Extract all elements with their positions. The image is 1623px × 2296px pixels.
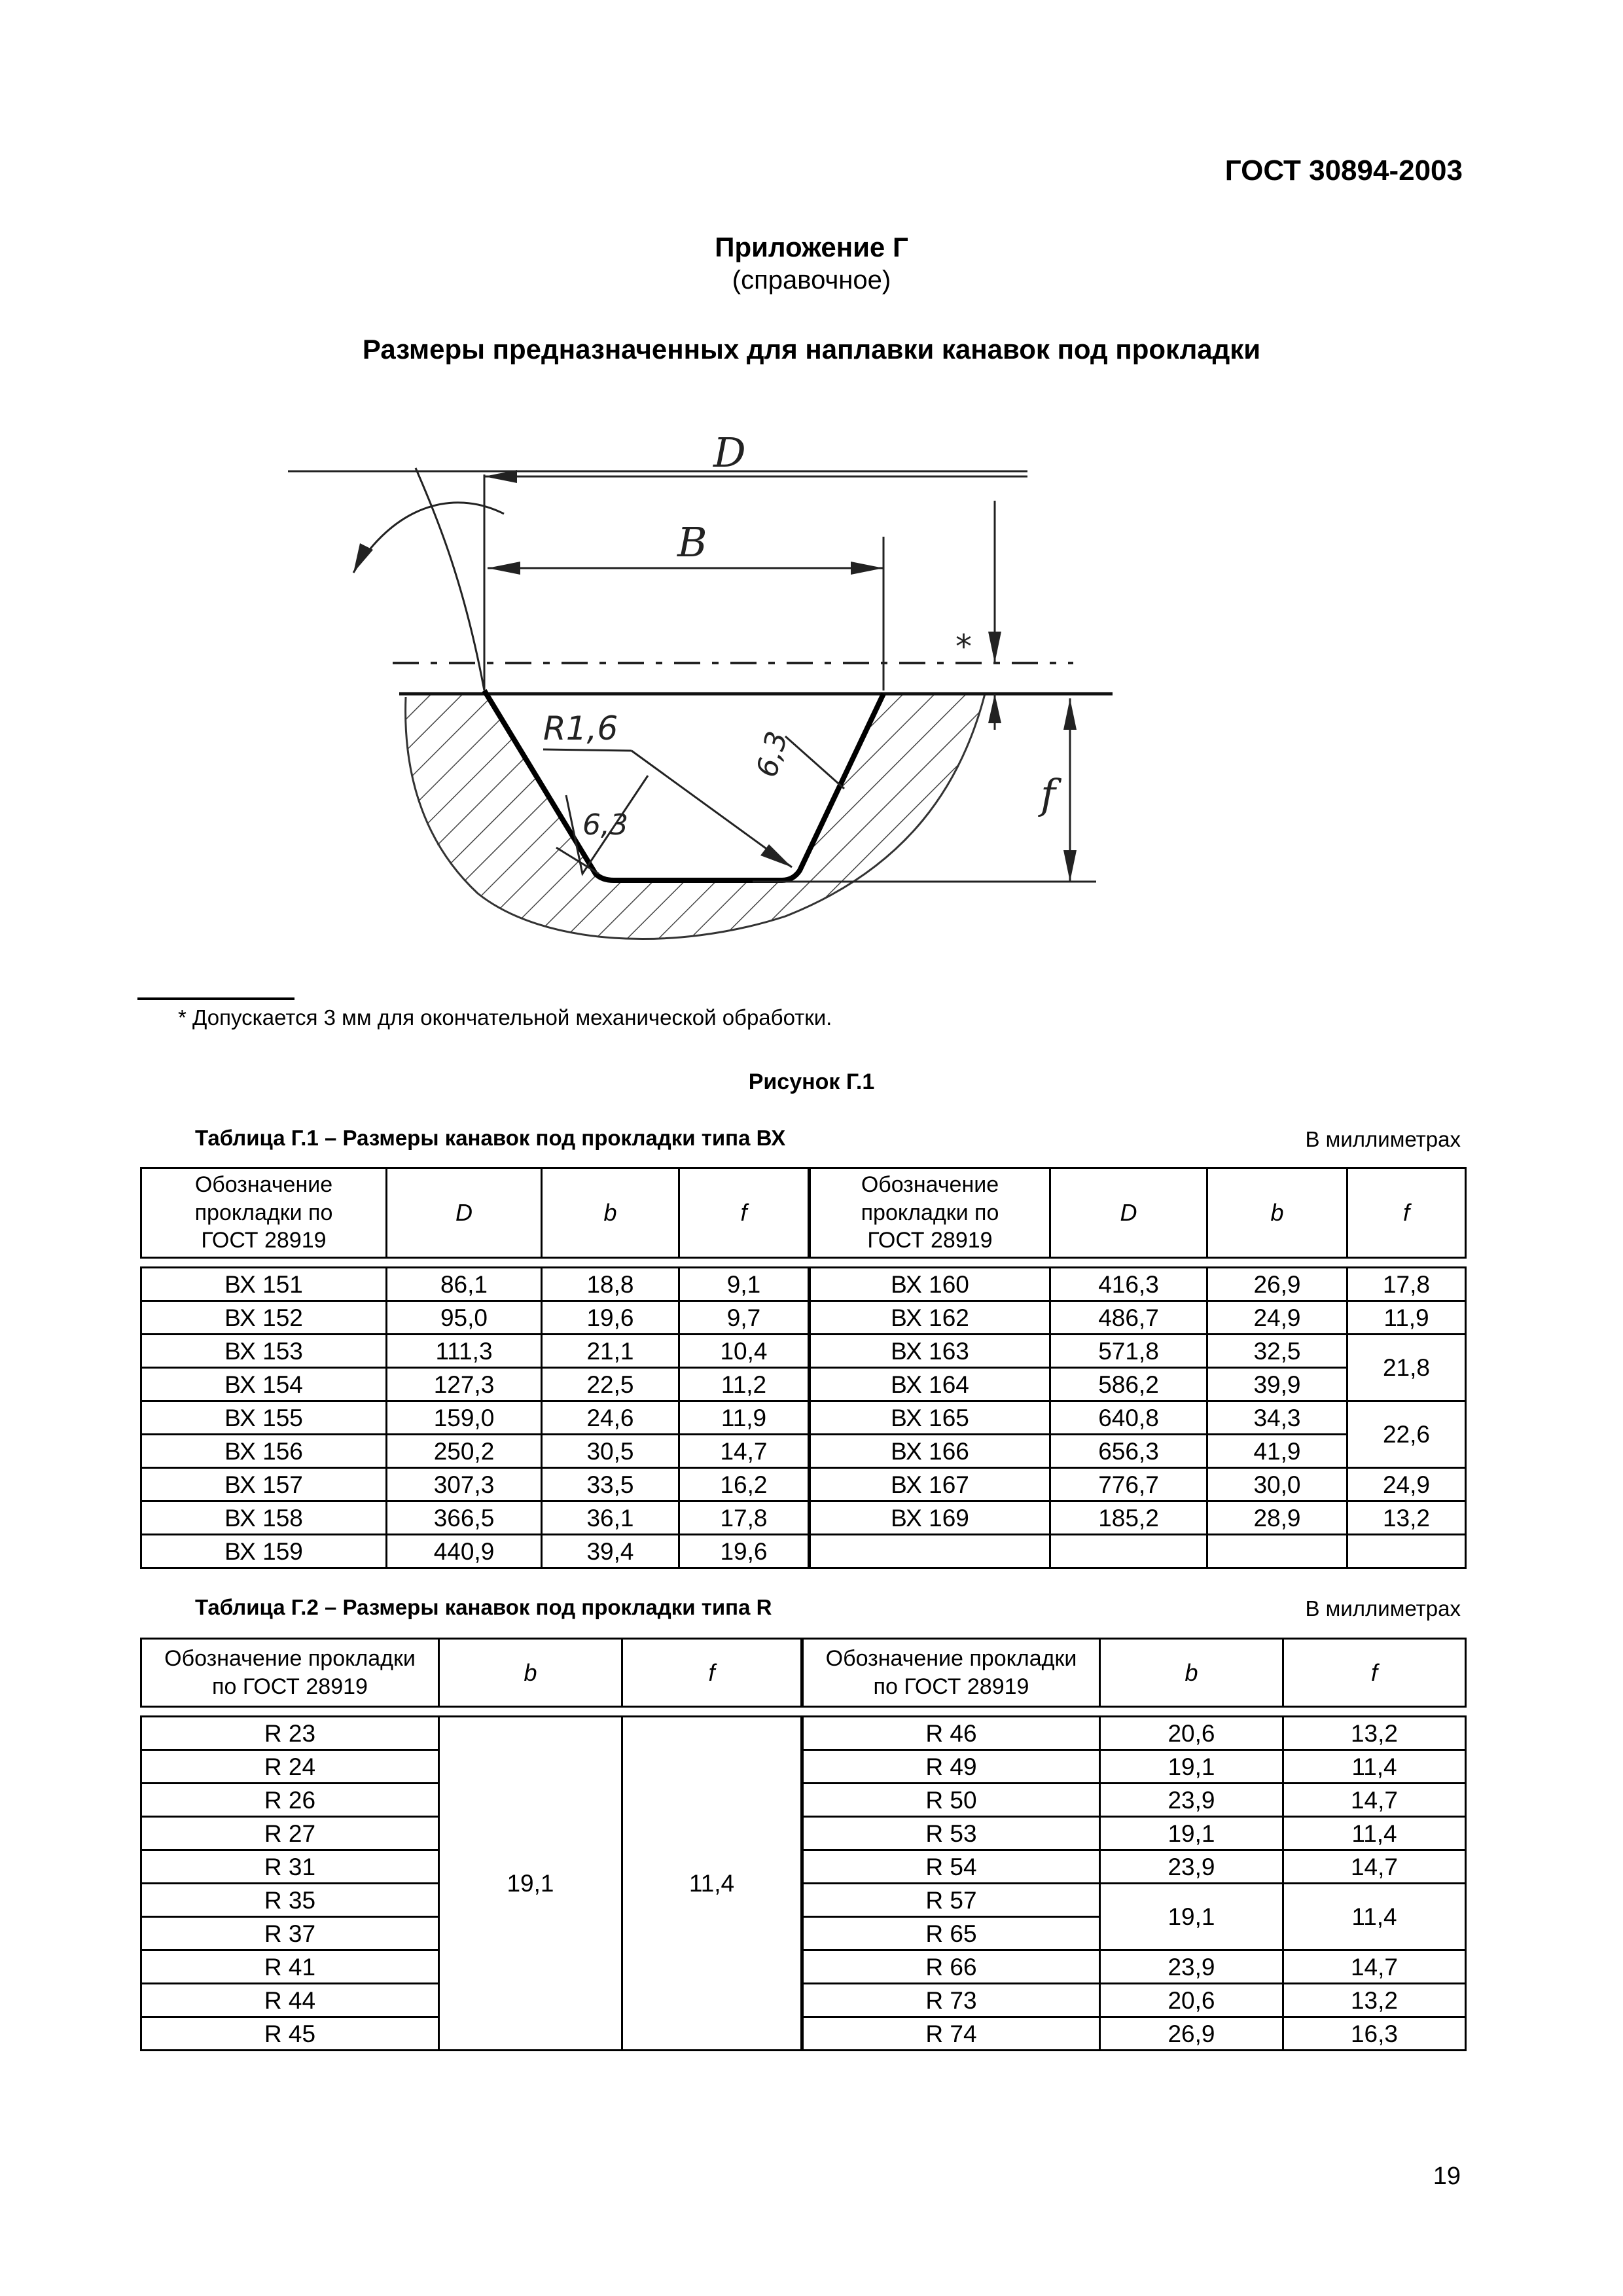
table-cell: 26,9 — [1207, 1268, 1347, 1301]
table-row — [141, 1301, 1466, 1335]
table-cell: R 44 — [141, 1984, 439, 2017]
table-cell: 14,7 — [1283, 1784, 1466, 1817]
header-f: f — [679, 1168, 810, 1258]
table-cell: R 31 — [141, 1850, 439, 1884]
figure-caption: Рисунок Г.1 — [748, 1069, 875, 1094]
table-row — [141, 1435, 1466, 1468]
header-designation: Обозначение прокладки по ГОСТ 28919 — [141, 1639, 439, 1707]
table-cell: 366,5 — [387, 1501, 542, 1535]
footnote-divider — [137, 997, 294, 1000]
table-cell: 13,2 — [1283, 1984, 1466, 2017]
table-cell: 34,3 — [1207, 1401, 1347, 1435]
table-cell — [141, 1258, 1466, 1268]
table-cell: R 35 — [141, 1884, 439, 1917]
header-D: D — [387, 1168, 542, 1258]
table-cell: 13,2 — [1347, 1501, 1466, 1535]
table-cell: 24,9 — [1347, 1468, 1466, 1501]
table1 — [140, 1167, 1467, 1569]
table-cell — [1347, 1535, 1466, 1568]
header-b: b — [1207, 1168, 1347, 1258]
table-cell: 19,6 — [679, 1535, 810, 1568]
table-cell: ВХ 156 — [141, 1435, 387, 1468]
table-cell: ВХ 160 — [810, 1268, 1050, 1301]
table-cell: 30,5 — [542, 1435, 679, 1468]
table-cell: R 27 — [141, 1817, 439, 1850]
table-cell: ВХ 152 — [141, 1301, 387, 1335]
hatched-section — [366, 694, 1021, 972]
table-cell: ВХ 158 — [141, 1501, 387, 1535]
table-row — [141, 1984, 1466, 2017]
label-b: B — [677, 518, 707, 566]
table-cell: 13,2 — [1283, 1717, 1466, 1750]
table-cell: 30,0 — [1207, 1468, 1347, 1501]
table-cell: 95,0 — [387, 1301, 542, 1335]
table-cell: ВХ 162 — [810, 1301, 1050, 1335]
header-f: f — [1347, 1168, 1466, 1258]
table-cell: 36,1 — [542, 1501, 679, 1535]
table-cell: 17,8 — [1347, 1268, 1466, 1301]
label-star: * — [955, 628, 972, 666]
table-row — [141, 1950, 1466, 1984]
footnote: * Допускается 3 мм для окончательной механической обработки. — [178, 1005, 832, 1030]
header-designation: Обозначение прокладки по ГОСТ 28919 — [141, 1168, 387, 1258]
header-D: D — [1050, 1168, 1207, 1258]
table-cell: R 45 — [141, 2017, 439, 2051]
table-cell: ВХ 159 — [141, 1535, 387, 1568]
table-cell: R 66 — [802, 1950, 1100, 1984]
table1-units: В миллиметрах — [1305, 1127, 1461, 1151]
table-cell: 21,8 — [1347, 1335, 1466, 1401]
table-cell: 656,3 — [1050, 1435, 1207, 1468]
table-cell: 14,7 — [1283, 1950, 1466, 1984]
page-number: 19 — [1433, 2162, 1461, 2190]
header-f: f — [1283, 1639, 1466, 1707]
table-row — [141, 1717, 1466, 1750]
table-cell: 486,7 — [1050, 1301, 1207, 1335]
table-cell: 185,2 — [1050, 1501, 1207, 1535]
table-cell: 39,4 — [542, 1535, 679, 1568]
table-cell: 571,8 — [1050, 1335, 1207, 1368]
header-f: f — [622, 1639, 802, 1707]
table-cell: 20,6 — [1100, 1717, 1283, 1750]
table-cell: ВХ 166 — [810, 1435, 1050, 1468]
table-cell: 41,9 — [1207, 1435, 1347, 1468]
table-cell: 14,7 — [679, 1435, 810, 1468]
table-row — [141, 1784, 1466, 1817]
table-cell: 9,1 — [679, 1268, 810, 1301]
groove-drawing — [268, 416, 1119, 972]
table-cell: ВХ 155 — [141, 1401, 387, 1435]
label-roughness-bottom: 6,3 — [582, 808, 628, 842]
label-roughness-wall: 6,3 — [750, 728, 794, 781]
table-cell: 11,4 — [1283, 1884, 1466, 1950]
table-cell: 22,6 — [1347, 1401, 1466, 1468]
table-cell: 23,9 — [1100, 1850, 1283, 1884]
table-cell: 23,9 — [1100, 1784, 1283, 1817]
table-row — [141, 1850, 1466, 1884]
table-cell: 11,4 — [1283, 1750, 1466, 1784]
table-cell: R 23 — [141, 1717, 439, 1750]
table-cell — [1050, 1535, 1207, 1568]
table-row — [141, 1884, 1466, 1917]
table-row — [141, 1468, 1466, 1501]
table-cell: 23,9 — [1100, 1950, 1283, 1984]
table-row — [141, 1501, 1466, 1535]
table-cell: R 24 — [141, 1750, 439, 1784]
table-row — [141, 1535, 1466, 1568]
table-cell: 24,9 — [1207, 1301, 1347, 1335]
table-cell: R 49 — [802, 1750, 1100, 1784]
table-cell: 11,9 — [679, 1401, 810, 1435]
label-D: D — [713, 429, 746, 476]
table-row — [141, 1401, 1466, 1435]
table-cell: 416,3 — [1050, 1268, 1207, 1301]
table-cell: 22,5 — [542, 1368, 679, 1401]
table-row — [141, 2017, 1466, 2051]
table-cell: 21,1 — [542, 1335, 679, 1368]
table-cell: R 26 — [141, 1784, 439, 1817]
table-cell: 16,2 — [679, 1468, 810, 1501]
table-cell: 19,6 — [542, 1301, 679, 1335]
table-cell: 250,2 — [387, 1435, 542, 1468]
table-cell: 586,2 — [1050, 1368, 1207, 1401]
table-cell: 86,1 — [387, 1268, 542, 1301]
table-cell: 10,4 — [679, 1335, 810, 1368]
table-cell: R 54 — [802, 1850, 1100, 1884]
table-cell: 18,8 — [542, 1268, 679, 1301]
table-cell: R 50 — [802, 1784, 1100, 1817]
table-cell: 14,7 — [1283, 1850, 1466, 1884]
table-cell: 19,1 — [1100, 1817, 1283, 1850]
table-cell: ВХ 153 — [141, 1335, 387, 1368]
table-cell: R 65 — [802, 1917, 1100, 1950]
table-row — [141, 1335, 1466, 1368]
table-cell: 24,6 — [542, 1401, 679, 1435]
merged-f: 11,4 — [622, 1717, 802, 2051]
table-cell: 440,9 — [387, 1535, 542, 1568]
table2-caption: Таблица Г.2 – Размеры канавок под прокладки типа R — [195, 1595, 772, 1619]
table2-header-row — [141, 1639, 1466, 1707]
table-row — [141, 1817, 1466, 1850]
table-cell: 33,5 — [542, 1468, 679, 1501]
header-b: b — [1100, 1639, 1283, 1707]
table-cell: 11,9 — [1347, 1301, 1466, 1335]
table-row — [141, 1368, 1466, 1401]
table-cell: ВХ 164 — [810, 1368, 1050, 1401]
table-row — [141, 1750, 1466, 1784]
table-cell — [141, 1707, 1466, 1717]
table1-caption: Таблица Г.1 – Размеры канавок под прокладки типа ВХ — [195, 1126, 786, 1150]
table-cell: ВХ 167 — [810, 1468, 1050, 1501]
table-cell: R 74 — [802, 2017, 1100, 2051]
table-cell: R 37 — [141, 1917, 439, 1950]
table-cell: 127,3 — [387, 1368, 542, 1401]
table2-units: В миллиметрах — [1305, 1596, 1461, 1621]
label-radius: R1,6 — [543, 709, 618, 747]
merged-b: 19,1 — [439, 1717, 622, 2051]
label-f: f — [1041, 770, 1056, 818]
table-cell: R 41 — [141, 1950, 439, 1984]
table-cell: 11,4 — [1283, 1817, 1466, 1850]
table-cell: 32,5 — [1207, 1335, 1347, 1368]
table-cell: 17,8 — [679, 1501, 810, 1535]
table-cell: ВХ 165 — [810, 1401, 1050, 1435]
header-b: b — [542, 1168, 679, 1258]
appendix-title: Приложение Г — [715, 232, 908, 262]
table-cell: ВХ 163 — [810, 1335, 1050, 1368]
table-cell: R 46 — [802, 1717, 1100, 1750]
table-cell: 307,3 — [387, 1468, 542, 1501]
table1-header-row — [141, 1168, 1466, 1258]
table-cell: 776,7 — [1050, 1468, 1207, 1501]
table-cell: ВХ 154 — [141, 1368, 387, 1401]
table-cell: 20,6 — [1100, 1984, 1283, 2017]
appendix-heading: Размеры предназначенных для наплавки канавок под прокладки — [362, 334, 1261, 365]
table-cell: R 57 — [802, 1884, 1100, 1917]
table-cell: ВХ 157 — [141, 1468, 387, 1501]
table-cell: 26,9 — [1100, 2017, 1283, 2051]
table-cell: 19,1 — [1100, 1884, 1283, 1950]
table-cell: R 53 — [802, 1817, 1100, 1850]
standard-number: ГОСТ 30894-2003 — [1224, 154, 1463, 187]
table-cell: 11,2 — [679, 1368, 810, 1401]
header-b: b — [439, 1639, 622, 1707]
appendix-subtitle: (справочное) — [732, 266, 891, 295]
table-cell: 16,3 — [1283, 2017, 1466, 2051]
table2 — [140, 1638, 1467, 2051]
header-designation: Обозначение прокладки по ГОСТ 28919 — [802, 1639, 1100, 1707]
table-cell — [1207, 1535, 1347, 1568]
table-cell: 111,3 — [387, 1335, 542, 1368]
table-cell: R 73 — [802, 1984, 1100, 2017]
table-row — [141, 1268, 1466, 1301]
header-designation: Обозначение прокладки по ГОСТ 28919 — [810, 1168, 1050, 1258]
table-cell: 159,0 — [387, 1401, 542, 1435]
table-cell: ВХ 151 — [141, 1268, 387, 1301]
table-cell — [810, 1535, 1050, 1568]
table-cell: 9,7 — [679, 1301, 810, 1335]
table-cell: 640,8 — [1050, 1401, 1207, 1435]
table-cell: ВХ 169 — [810, 1501, 1050, 1535]
table-cell: 28,9 — [1207, 1501, 1347, 1535]
table-cell: 19,1 — [1100, 1750, 1283, 1784]
table-cell: 39,9 — [1207, 1368, 1347, 1401]
